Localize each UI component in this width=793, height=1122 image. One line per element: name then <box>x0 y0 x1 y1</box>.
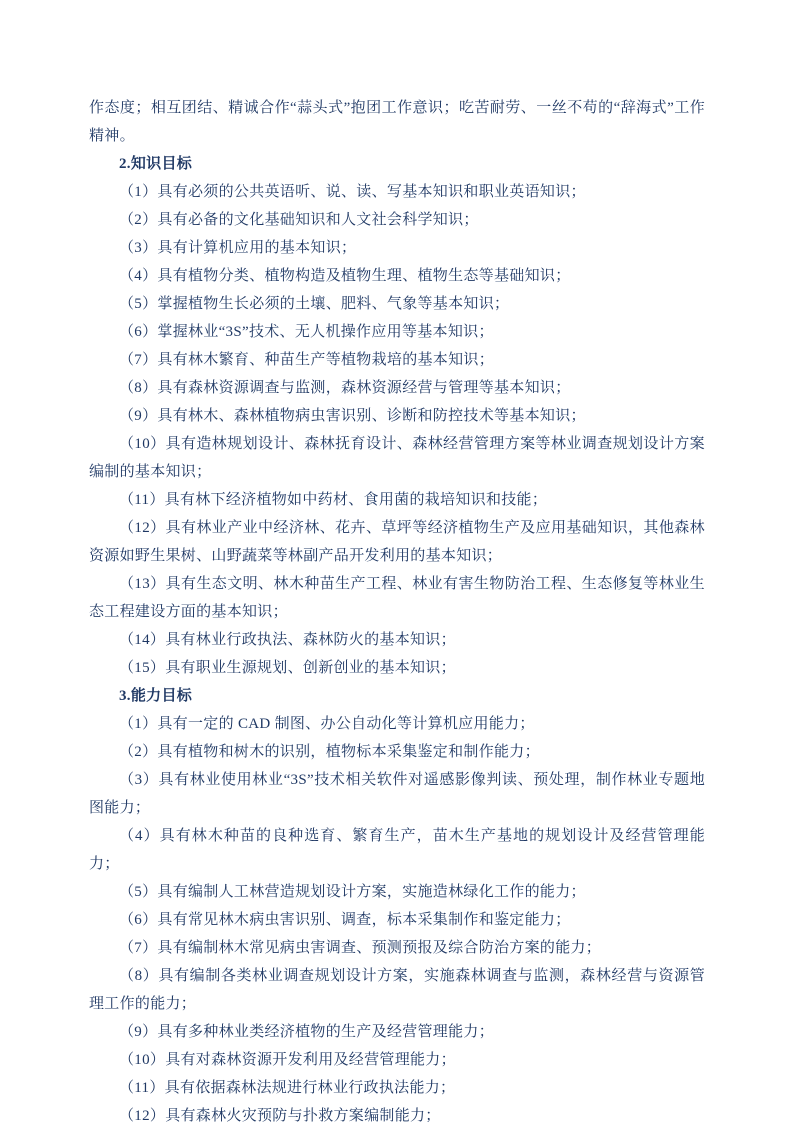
document-content <box>89 94 705 1122</box>
paragraph: （2）具有必备的文化基础知识和人文社会科学知识； <box>119 212 479 228</box>
paragraph: （12）具有林业产业中经济林、花卉、草坪等经济植物生产及应用基础知识，其他森林资源如野生果树、山野蔬菜等林副产品开发利用的基本知识； <box>89 520 705 564</box>
paragraph: （6）掌握林业“3S”技术、无人机操作应用等基本知识； <box>119 324 494 340</box>
section-heading: 3.能力目标 <box>119 688 193 704</box>
paragraph: （1）具有一定的 CAD 制图、办公自动化等计算机应用能力； <box>119 716 535 732</box>
paragraph: （11）具有林下经济植物如中药材、食用菌的栽培知识和技能； <box>119 492 548 508</box>
paragraph: （15）具有职业生源规划、创新创业的基本知识； <box>119 660 456 676</box>
section-heading: 2.知识目标 <box>119 156 193 172</box>
paragraph: （10）具有造林规划设计、森林抚育设计、森林经营管理方案等林业调查规划设计方案编制的基本知识； <box>89 436 705 480</box>
paragraph: （5）具有编制人工林营造规划设计方案，实施造林绿化工作的能力； <box>119 884 586 900</box>
paragraph: （3）具有计算机应用的基本知识； <box>119 240 357 256</box>
paragraph: （8）具有编制各类林业调查规划设计方案，实施森林调查与监测，森林经营与资源管理工作的能力； <box>89 968 705 1012</box>
paragraph: （2）具有植物和树木的识别，植物标本采集鉴定和制作能力； <box>119 744 540 760</box>
paragraph: （9）具有林木、森林植物病虫害识别、诊断和防控技术等基本知识； <box>119 408 586 424</box>
paragraph: （11）具有依据森林法规进行林业行政执法能力； <box>119 1080 456 1096</box>
paragraph: （4）具有林木种苗的良种选育、繁育生产，苗木生产基地的规划设计及经营管理能力； <box>89 828 705 872</box>
paragraph: （12）具有森林火灾预防与扑救方案编制能力； <box>119 1108 441 1122</box>
paragraph: （7）具有编制林木常见病虫害调查、预测预报及综合防治方案的能力； <box>119 940 602 956</box>
paragraph: （3）具有林业使用林业“3S”技术相关软件对遥感影像判读、预处理，制作林业专题地图能力； <box>89 772 705 816</box>
paragraph: 作态度；相互团结、精诚合作“蒜头式”抱团工作意识；吃苦耐劳、一丝不苟的“辞海式”工作精神。 <box>89 100 706 144</box>
paragraph: （7）具有林木繁育、种苗生产等植物栽培的基本知识； <box>119 352 495 368</box>
paragraph: （5）掌握植物生长必须的土壤、肥料、气象等基本知识； <box>119 296 510 312</box>
paragraph: （6）具有常见林木病虫害识别、调查，标本采集制作和鉴定能力； <box>119 912 571 928</box>
paragraph: （1）具有必须的公共英语听、说、读、写基本知识和职业英语知识； <box>119 184 586 200</box>
paragraph: （13）具有生态文明、林木种苗生产工程、林业有害生物防治工程、生态修复等林业生态工程建设方面的基本知识； <box>89 576 705 620</box>
paragraph: （9）具有多种林业类经济植物的生产及经营管理能力； <box>119 1024 495 1040</box>
paragraph: （4）具有植物分类、植物构造及植物生理、植物生态等基础知识； <box>119 268 571 284</box>
paragraph: （14）具有林业行政执法、森林防火的基本知识； <box>119 632 456 648</box>
paragraph: （10）具有对森林资源开发利用及经营管理能力； <box>119 1052 456 1068</box>
paragraph: （8）具有森林资源调查与监测，森林资源经营与管理等基本知识； <box>119 380 571 396</box>
